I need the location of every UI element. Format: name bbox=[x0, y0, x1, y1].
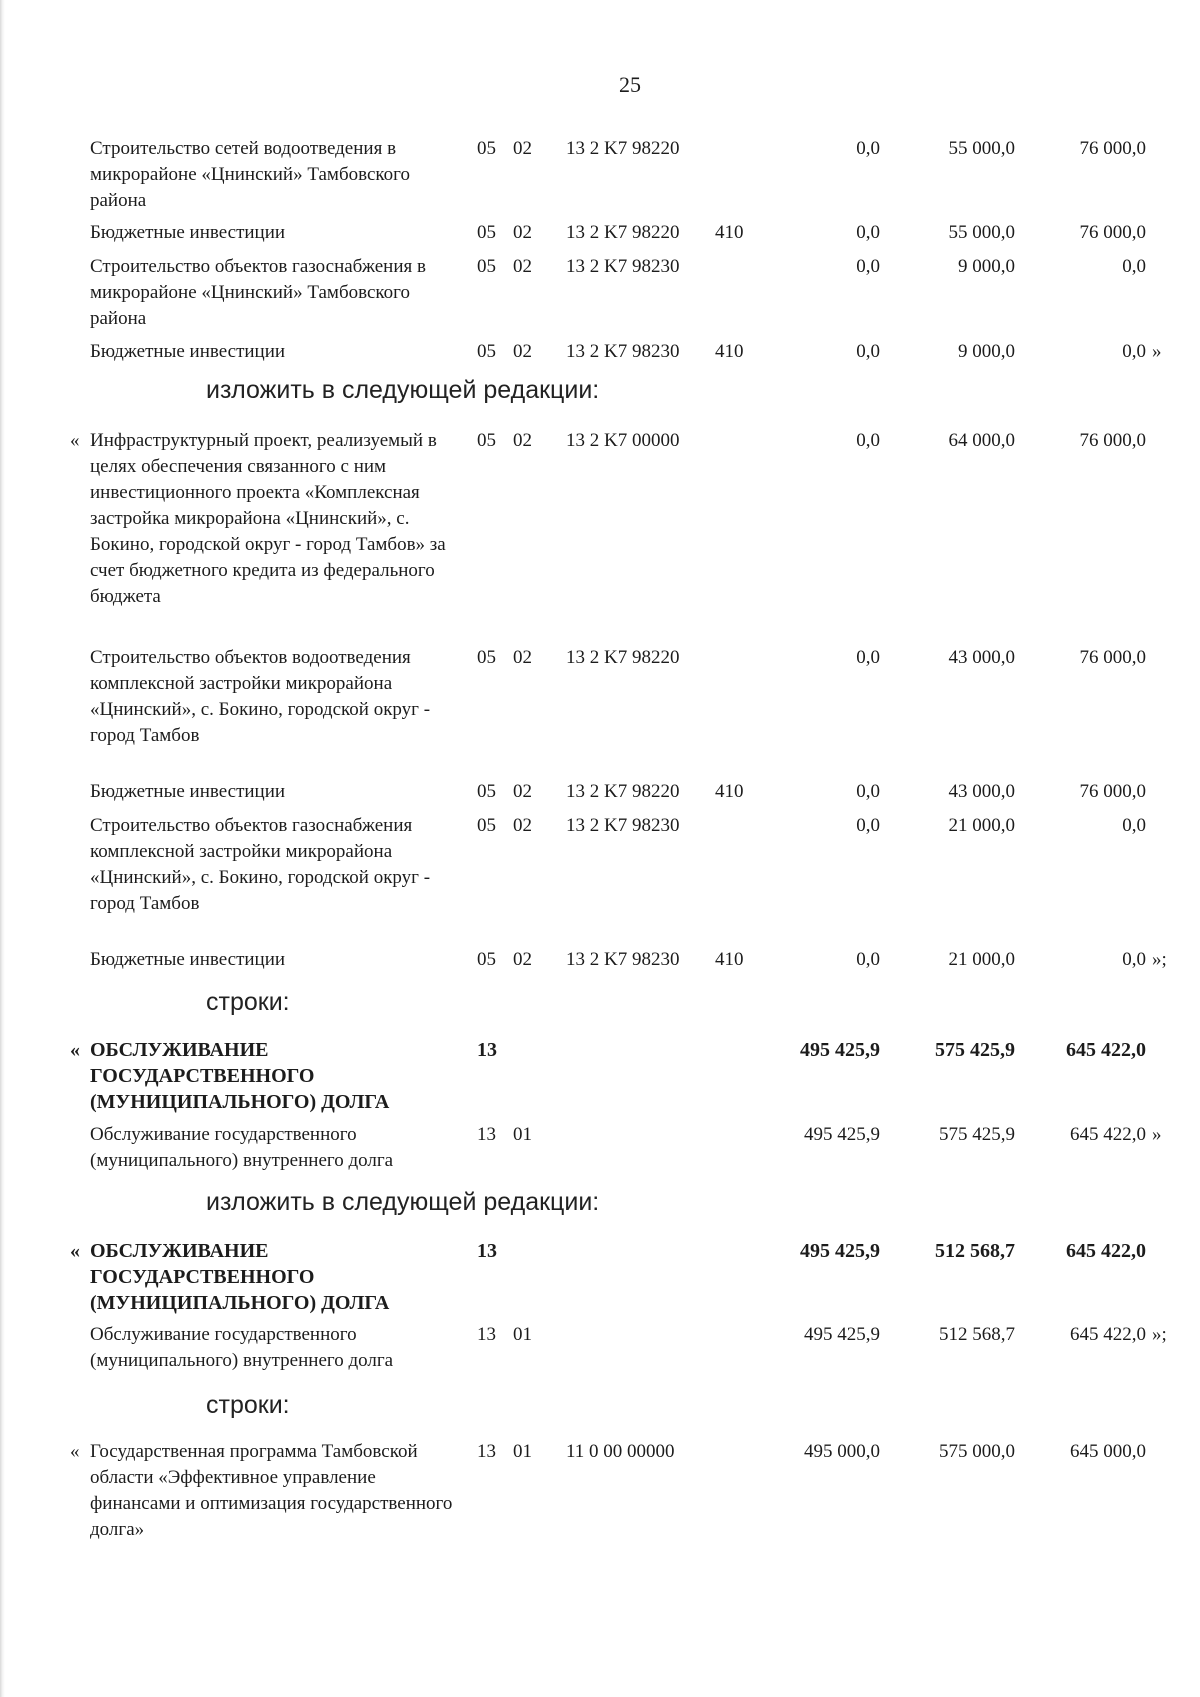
section-code: 13 bbox=[477, 1240, 497, 1262]
subsection-code: 02 bbox=[513, 341, 532, 362]
open-quote: « bbox=[70, 1240, 80, 1262]
section-code: 05 bbox=[477, 138, 496, 159]
expense-type-code: 410 bbox=[715, 222, 744, 243]
amount-col-2: 512 568,7 bbox=[939, 1324, 1015, 1345]
amount-col-2: 575 425,9 bbox=[935, 1039, 1015, 1061]
section-code: 13 bbox=[477, 1039, 497, 1061]
amount-col-3: 76 000,0 bbox=[1079, 781, 1146, 802]
expense-type-code: 410 bbox=[715, 949, 744, 970]
row-name: Бюджетные инвестиции bbox=[90, 949, 286, 970]
amount-col-3: 0,0 bbox=[1122, 256, 1146, 277]
section-code: 13 bbox=[477, 1124, 496, 1145]
section-code: 05 bbox=[477, 430, 496, 451]
subsection-code: 02 bbox=[513, 256, 532, 277]
amount-col-3: 645 422,0 bbox=[1070, 1124, 1146, 1145]
subsection-code: 01 bbox=[513, 1324, 532, 1345]
target-article-code: 13 2 K7 98220 bbox=[566, 138, 680, 159]
amount-col-2: 55 000,0 bbox=[948, 138, 1015, 159]
subsection-code: 02 bbox=[513, 949, 532, 970]
subsection-code: 02 bbox=[513, 222, 532, 243]
instruction-rows: строки: bbox=[206, 1391, 290, 1419]
open-quote: « bbox=[70, 1039, 80, 1061]
row-name: Бюджетные инвестиции bbox=[90, 222, 286, 243]
amount-col-1: 0,0 bbox=[856, 430, 880, 451]
target-article-code: 13 2 K7 98230 bbox=[566, 949, 680, 970]
target-article-code: 13 2 K7 98230 bbox=[566, 341, 680, 362]
amount-col-1: 495 000,0 bbox=[804, 1441, 880, 1462]
amount-col-2: 64 000,0 bbox=[948, 430, 1015, 451]
target-article-code: 13 2 K7 98230 bbox=[566, 256, 680, 277]
section-code: 13 bbox=[477, 1324, 496, 1345]
amount-col-1: 495 425,9 bbox=[800, 1240, 880, 1262]
section-code: 05 bbox=[477, 781, 496, 802]
subsection-code: 02 bbox=[513, 647, 532, 668]
amount-col-3: 76 000,0 bbox=[1079, 430, 1146, 451]
amount-col-2: 575 425,9 bbox=[939, 1124, 1015, 1145]
amount-col-3: 0,0 bbox=[1122, 341, 1146, 362]
amount-col-2: 575 000,0 bbox=[939, 1441, 1015, 1462]
amount-col-1: 0,0 bbox=[856, 647, 880, 668]
close-quote: »; bbox=[1152, 949, 1167, 970]
target-article-code: 13 2 K7 98220 bbox=[566, 647, 680, 668]
amount-col-3: 645 000,0 bbox=[1070, 1441, 1146, 1462]
scan-edge-shadow bbox=[0, 0, 5, 1697]
amount-col-1: 0,0 bbox=[856, 949, 880, 970]
amount-col-1: 0,0 bbox=[856, 138, 880, 159]
amount-col-1: 0,0 bbox=[856, 222, 880, 243]
instruction-edit: изложить в следующей редакции: bbox=[206, 376, 600, 404]
row-name: Обслуживание государственного (муниципального) внутреннего долга bbox=[90, 1324, 394, 1371]
amount-col-3: 645 422,0 bbox=[1070, 1324, 1146, 1345]
instruction-edit: изложить в следующей редакции: bbox=[206, 1188, 600, 1216]
row-name: Строительство сетей водоотведения в микрорайоне «Цнинский» Тамбовского района bbox=[90, 138, 410, 211]
amount-col-2: 21 000,0 bbox=[948, 815, 1015, 836]
subsection-code: 01 bbox=[513, 1441, 532, 1462]
open-quote: « bbox=[70, 1441, 80, 1462]
amount-col-2: 43 000,0 bbox=[948, 647, 1015, 668]
amount-col-1: 495 425,9 bbox=[804, 1324, 880, 1345]
section-code: 05 bbox=[477, 815, 496, 836]
amount-col-3: 645 422,0 bbox=[1066, 1240, 1146, 1262]
amount-col-2: 43 000,0 bbox=[948, 781, 1015, 802]
amount-col-3: 0,0 bbox=[1122, 949, 1146, 970]
subsection-code: 02 bbox=[513, 138, 532, 159]
subsection-code: 02 bbox=[513, 815, 532, 836]
amount-col-1: 0,0 bbox=[856, 781, 880, 802]
page-number: 25 bbox=[619, 72, 641, 97]
row-name: Инфраструктурный проект, реализуемый в целях обеспечения связанного с ним инвестиционного проекта «Комплексная застройка микрорайона «Цнинский», с. Бокино, городской округ - город Тамбов» за счет бюджетного кредита из федерального бюджета bbox=[90, 430, 446, 607]
section-code: 05 bbox=[477, 341, 496, 362]
section-code: 05 bbox=[477, 949, 496, 970]
row-name: Бюджетные инвестиции bbox=[90, 341, 286, 362]
target-article-code: 11 0 00 00000 bbox=[566, 1441, 675, 1462]
row-name: Обслуживание государственного (муниципального) внутреннего долга bbox=[90, 1124, 394, 1171]
close-quote: » bbox=[1152, 341, 1162, 362]
row-name: Строительство объектов газоснабжения в микрорайоне «Цнинский» Тамбовского района bbox=[90, 256, 426, 329]
target-article-code: 13 2 K7 98220 bbox=[566, 781, 680, 802]
amount-col-3: 645 422,0 bbox=[1066, 1039, 1146, 1061]
close-quote: »; bbox=[1152, 1324, 1167, 1345]
expense-type-code: 410 bbox=[715, 341, 744, 362]
amount-col-2: 9 000,0 bbox=[958, 341, 1015, 362]
expense-type-code: 410 bbox=[715, 781, 744, 802]
instruction-rows: строки: bbox=[206, 988, 290, 1016]
amount-col-1: 0,0 bbox=[856, 815, 880, 836]
row-name: Строительство объектов газоснабжения комплексной застройки микрорайона «Цнинский», с. Бокино, городской округ - город Тамбов bbox=[90, 815, 431, 914]
open-quote: « bbox=[70, 430, 80, 451]
row-name: Государственная программа Тамбовской области «Эффективное управление финансами и оптимизация государственного долга» bbox=[90, 1441, 453, 1540]
target-article-code: 13 2 K7 98230 bbox=[566, 815, 680, 836]
amount-col-3: 76 000,0 bbox=[1079, 138, 1146, 159]
amount-col-3: 0,0 bbox=[1122, 815, 1146, 836]
close-quote: » bbox=[1152, 1124, 1162, 1145]
target-article-code: 13 2 K7 98220 bbox=[566, 222, 680, 243]
amount-col-2: 21 000,0 bbox=[948, 949, 1015, 970]
row-name: ОБСЛУЖИВАНИЕ ГОСУДАРСТВЕННОГО (МУНИЦИПАЛЬНОГО) ДОЛГА bbox=[90, 1240, 390, 1314]
row-name: Бюджетные инвестиции bbox=[90, 781, 286, 802]
section-code: 05 bbox=[477, 647, 496, 668]
row-name: Строительство объектов водоотведения комплексной застройки микрорайона «Цнинский», с. Бокино, городской округ - город Тамбов bbox=[90, 647, 431, 746]
section-code: 05 bbox=[477, 256, 496, 277]
subsection-code: 01 bbox=[513, 1124, 532, 1145]
row-name: ОБСЛУЖИВАНИЕ ГОСУДАРСТВЕННОГО (МУНИЦИПАЛЬНОГО) ДОЛГА bbox=[90, 1039, 390, 1113]
amount-col-2: 55 000,0 bbox=[948, 222, 1015, 243]
amount-col-2: 9 000,0 bbox=[958, 256, 1015, 277]
amount-col-2: 512 568,7 bbox=[935, 1240, 1015, 1262]
subsection-code: 02 bbox=[513, 781, 532, 802]
target-article-code: 13 2 K7 00000 bbox=[566, 430, 680, 451]
amount-col-1: 495 425,9 bbox=[804, 1124, 880, 1145]
amount-col-3: 76 000,0 bbox=[1079, 222, 1146, 243]
subsection-code: 02 bbox=[513, 430, 532, 451]
amount-col-1: 0,0 bbox=[856, 341, 880, 362]
section-code: 05 bbox=[477, 222, 496, 243]
amount-col-1: 495 425,9 bbox=[800, 1039, 880, 1061]
amount-col-3: 76 000,0 bbox=[1079, 647, 1146, 668]
section-code: 13 bbox=[477, 1441, 496, 1462]
amount-col-1: 0,0 bbox=[856, 256, 880, 277]
